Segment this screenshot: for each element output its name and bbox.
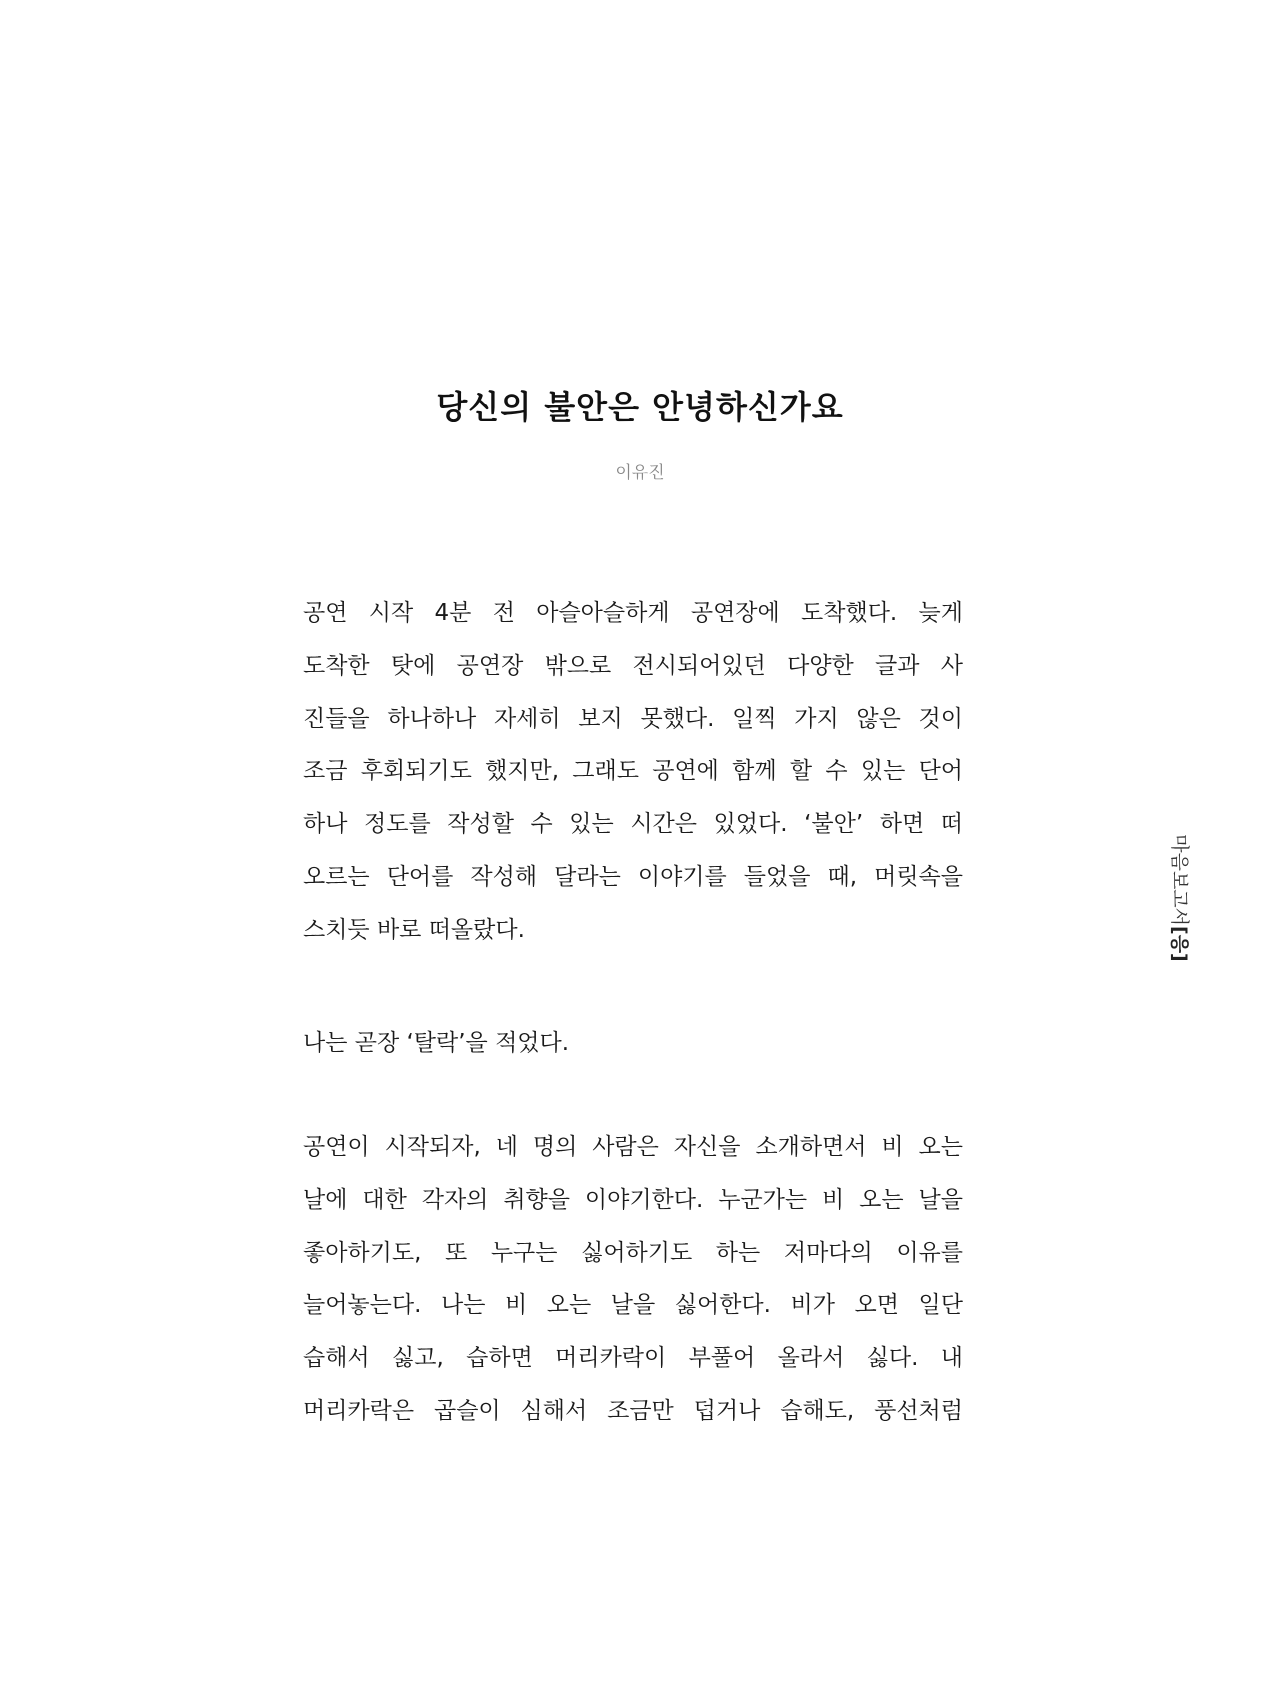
side-section-label xyxy=(1168,834,1195,962)
section-mark: [응] xyxy=(1168,926,1191,962)
section-name: 마음보고서 xyxy=(1168,834,1191,927)
text-line: 나는 곧장 ‘탈락’을 적었다. xyxy=(303,1030,570,1056)
text-line: 조금 후회되기도 했지만, 그래도 공연에 함께 할 수 있는 단어 xyxy=(303,758,963,785)
text-line: 습해서 싫고, 습하면 머리카락이 부풀어 올라서 싫다. 내 xyxy=(303,1345,963,1372)
text-line: 머리카락은 곱슬이 심해서 조금만 덥거나 습해도, 풍선처럼 xyxy=(303,1397,963,1424)
text-line: 도착한 탓에 공연장 밖으로 전시되어있던 다양한 글과 사 xyxy=(303,652,963,679)
text-line: 스치듯 바로 떠올랐다. xyxy=(303,916,525,943)
paragraph-2 xyxy=(303,1017,963,1070)
text-line: 공연 시작 4분 전 아슬아슬하게 공연장에 도착했다. 늦게 xyxy=(303,600,963,626)
text-line: 오르는 단어를 작성해 달라는 이야기를 들었을 때, 머릿속을 xyxy=(303,863,963,890)
paragraph-3 xyxy=(303,1121,963,1438)
text-line: 늘어놓는다. 나는 비 오는 날을 싫어한다. 비가 오면 일단 xyxy=(303,1292,963,1319)
text-line: 하나 정도를 작성할 수 있는 시간은 있었다. ‘불안’ 하면 떠 xyxy=(303,811,963,838)
paragraph-1 xyxy=(303,587,963,957)
article-title: 당신의 불안은 안녕하신가요 xyxy=(436,388,844,426)
text-line: 진들을 하나하나 자세히 보지 못했다. 일찍 가지 않은 것이 xyxy=(303,705,963,732)
text-line: 공연이 시작되자, 네 명의 사람은 자신을 소개하면서 비 오는 xyxy=(303,1134,963,1160)
author-name: 이유진 xyxy=(615,463,665,483)
text-line: 날에 대한 각자의 취향을 이야기한다. 누군가는 비 오는 날을 xyxy=(303,1186,963,1213)
text-line: 좋아하기도, 또 누구는 싫어하기도 하는 저마다의 이유를 xyxy=(303,1239,963,1266)
